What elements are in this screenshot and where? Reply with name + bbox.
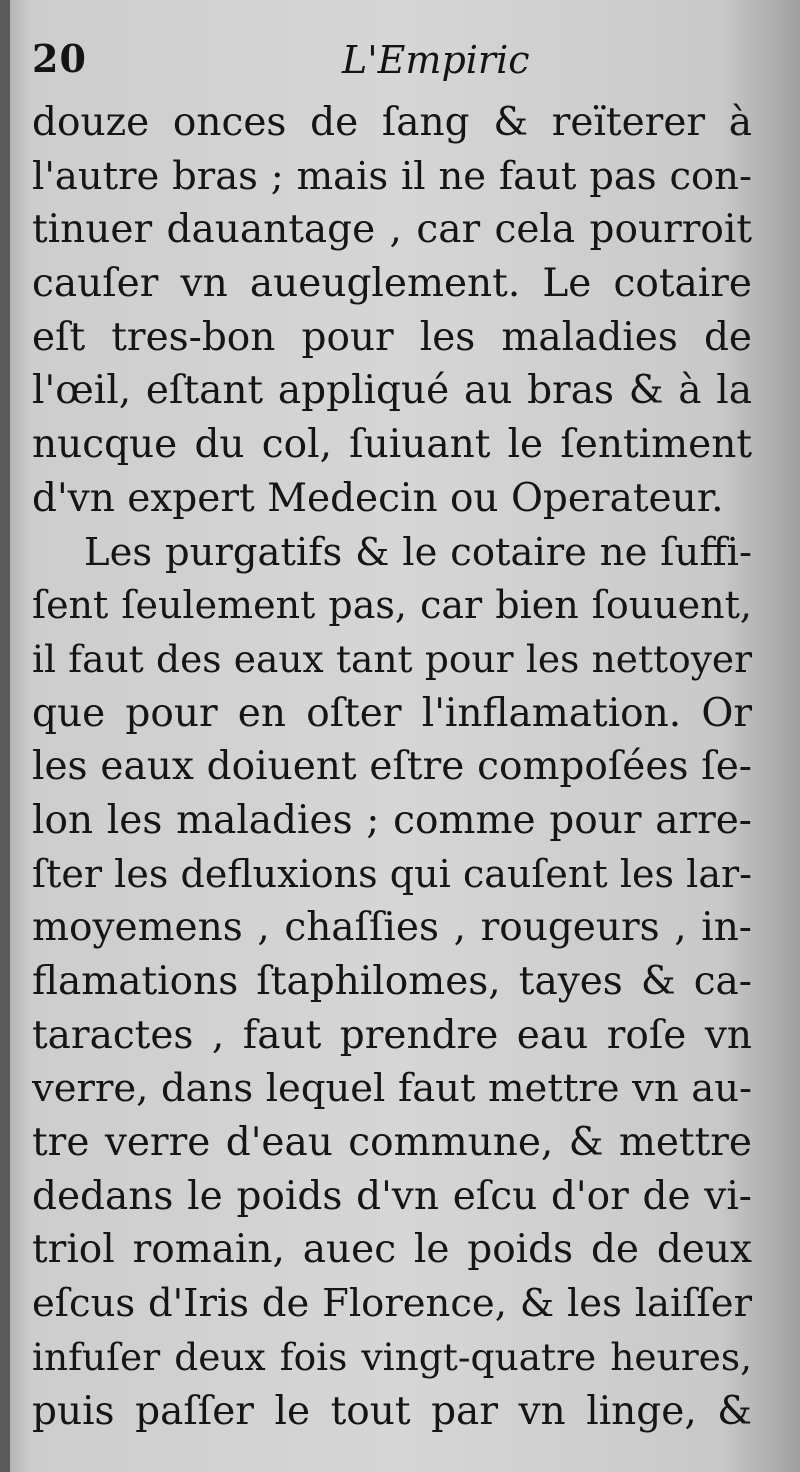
text-line: que pour en oſter l'inflamation. Or: [32, 690, 752, 736]
text-line: tinuer dauantage , car cela pourroit: [32, 207, 752, 253]
page-header: [32, 36, 752, 92]
text-line: ſter les defluxions qui cauſent les lar-: [32, 851, 752, 896]
body-text: [32, 96, 752, 1438]
text-line: cauſer vn aueuglement. Le cotaire: [32, 261, 752, 307]
text-line: infuſer deux fois vingt-quatre heures,: [32, 1334, 752, 1379]
text-line: ſent ſeulement pas, car bien ſouuent,: [32, 583, 752, 628]
text-line: lon les maladies ; comme pour arre-: [32, 797, 752, 843]
text-line: l'œil, eſtant appliqué au bras & à la: [32, 368, 752, 414]
text-line: douze onces de ſang & reïterer à: [32, 100, 752, 145]
text-line: verre, dans lequel faut mettre vn au-: [32, 1066, 752, 1112]
text-line: triol romain, auec le poids de deux: [32, 1227, 752, 1273]
text-line: nucque du col, ſuiuant le ſentiment: [32, 422, 752, 468]
text-line: les eaux doiuent eſtre compoſées ſe-: [32, 744, 752, 790]
text-line: puis paſſer le tout par vn linge, &: [32, 1388, 752, 1434]
text-line: eſt tres-bon pour les maladies de: [32, 314, 752, 360]
page-gutter-shadow: [0, 0, 10, 1472]
text-line: d'vn expert Medecin ou Operateur.: [32, 475, 724, 521]
text-line: Les purgatifs & le cotaire ne ſuffi-: [84, 529, 752, 575]
text-line: flamations ſtaphilomes, tayes & ca-: [32, 959, 752, 1004]
page-number: 20: [32, 36, 87, 81]
text-line: taractes , faut prendre eau roſe vn: [32, 1012, 752, 1058]
text-line: eſcus d'Iris de Florence, & les laiſſer: [32, 1281, 752, 1327]
text-line: tre verre d'eau commune, & mettre: [32, 1120, 752, 1166]
text-line: il faut des eaux tant pour les nettoyer: [32, 636, 752, 681]
text-line: l'autre bras ; mais il ne faut pas con-: [32, 153, 752, 199]
text-line: moyemens , chaſſies , rougeurs , in-: [32, 905, 752, 951]
running-title: L'Empiric: [342, 38, 530, 82]
text-line: dedans le poids d'vn eſcu d'or de vi-: [32, 1173, 752, 1219]
